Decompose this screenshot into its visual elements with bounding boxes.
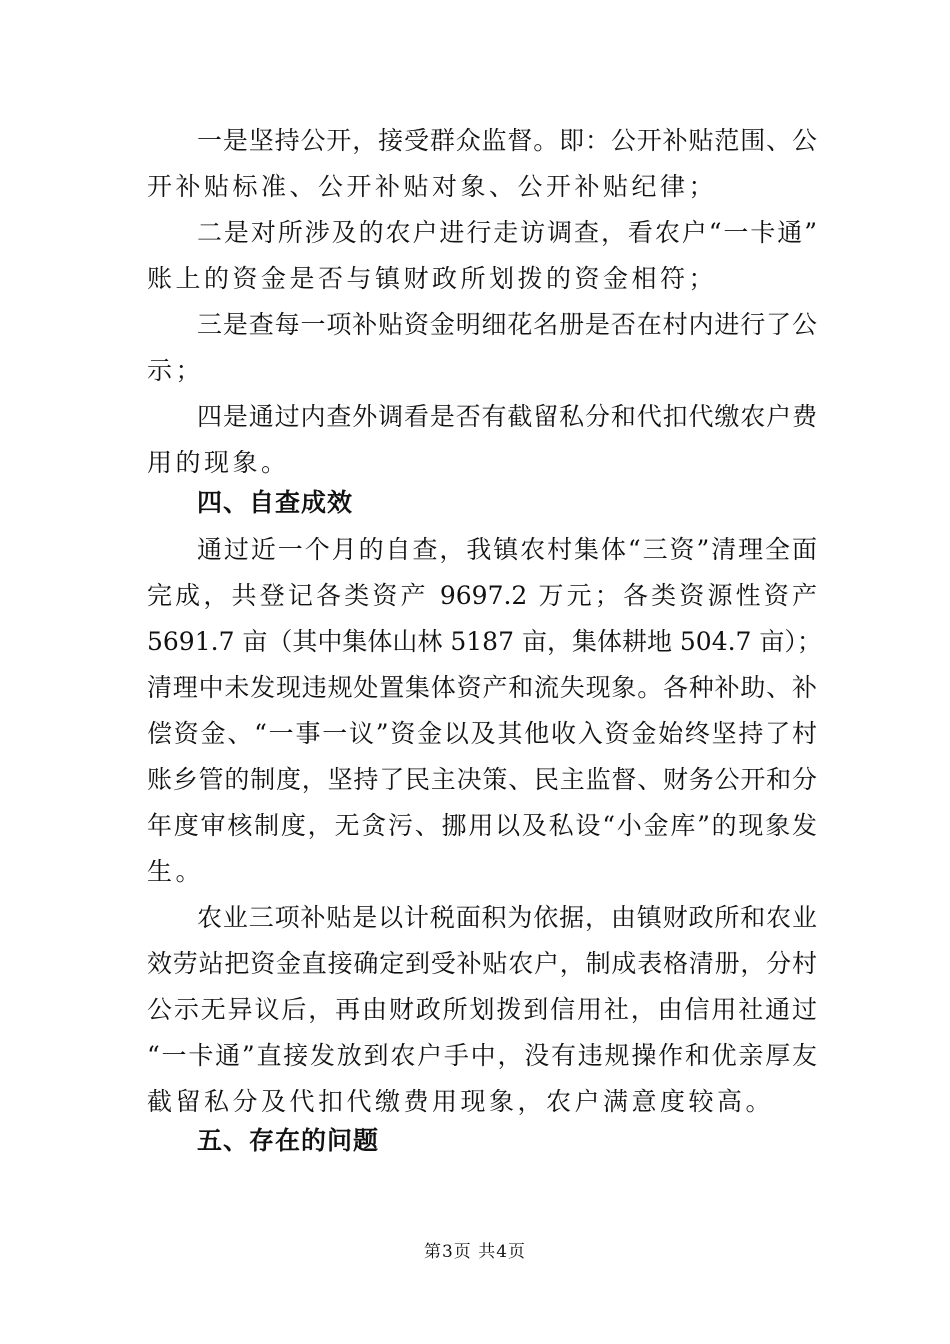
paragraph-line: 示；: [147, 356, 205, 385]
paragraph-line: 二是对所涉及的农户进行走访调查，看农户“一卡通”: [197, 218, 817, 247]
paragraph-line: 一是坚持公开，接受群众监督。即：公开补贴范围、公: [197, 126, 817, 155]
paragraph-line: 效劳站把资金直接确定到受补贴农户，制成表格清册，分村: [147, 949, 817, 978]
paragraph-line: 公示无异议后，再由财政所划拨到信用社，由信用社通过: [147, 995, 817, 1024]
section-heading: 五、存在的问题: [197, 1126, 380, 1155]
paragraph-line: 开补贴标准、公开补贴对象、公开补贴纪律；: [147, 172, 718, 201]
paragraph-line: 农业三项补贴是以计税面积为依据，由镇财政所和农业: [197, 903, 817, 932]
paragraph-line: 年度审核制度，无贪污、挪用以及私设“小金库”的现象发: [147, 811, 817, 840]
paragraph-line: 偿资金、“一事一议”资金以及其他收入资金始终坚持了村: [147, 719, 817, 748]
paragraph-line: 账上的资金是否与镇财政所划拨的资金相符；: [147, 264, 718, 293]
paragraph-line: 四是通过内查外调看是否有截留私分和代扣代缴农户费: [197, 402, 817, 431]
paragraph-line: “一卡通”直接发放到农户手中，没有违规操作和优亲厚友: [147, 1041, 817, 1070]
paragraph-line: 用的现象。: [147, 448, 290, 477]
paragraph-line: 三是查每一项补贴资金明细花名册是否在村内进行了公: [197, 310, 817, 339]
section-heading: 四、自查成效: [197, 488, 354, 517]
paragraph-line: 截留私分及代扣代缴费用现象，农户满意度较高。: [147, 1087, 775, 1116]
paragraph-line: 账乡管的制度，坚持了民主决策、民主监督、财务公开和分: [147, 765, 817, 794]
paragraph-line: 5691.7 亩（其中集体山林 5187 亩，集体耕地 504.7 亩）；: [147, 627, 822, 656]
paragraph-line: 通过近一个月的自查，我镇农村集体“三资”清理全面: [197, 535, 817, 564]
page-footer: 第3页 共4页: [423, 1242, 527, 1262]
paragraph-line: 生。: [147, 857, 205, 886]
paragraph-line: 清理中未发现违规处置集体资产和流失现象。各种补助、补: [147, 673, 817, 702]
paragraph-line: 完成，共登记各类资产 9697.2 万元；各类资源性资产: [147, 581, 817, 610]
